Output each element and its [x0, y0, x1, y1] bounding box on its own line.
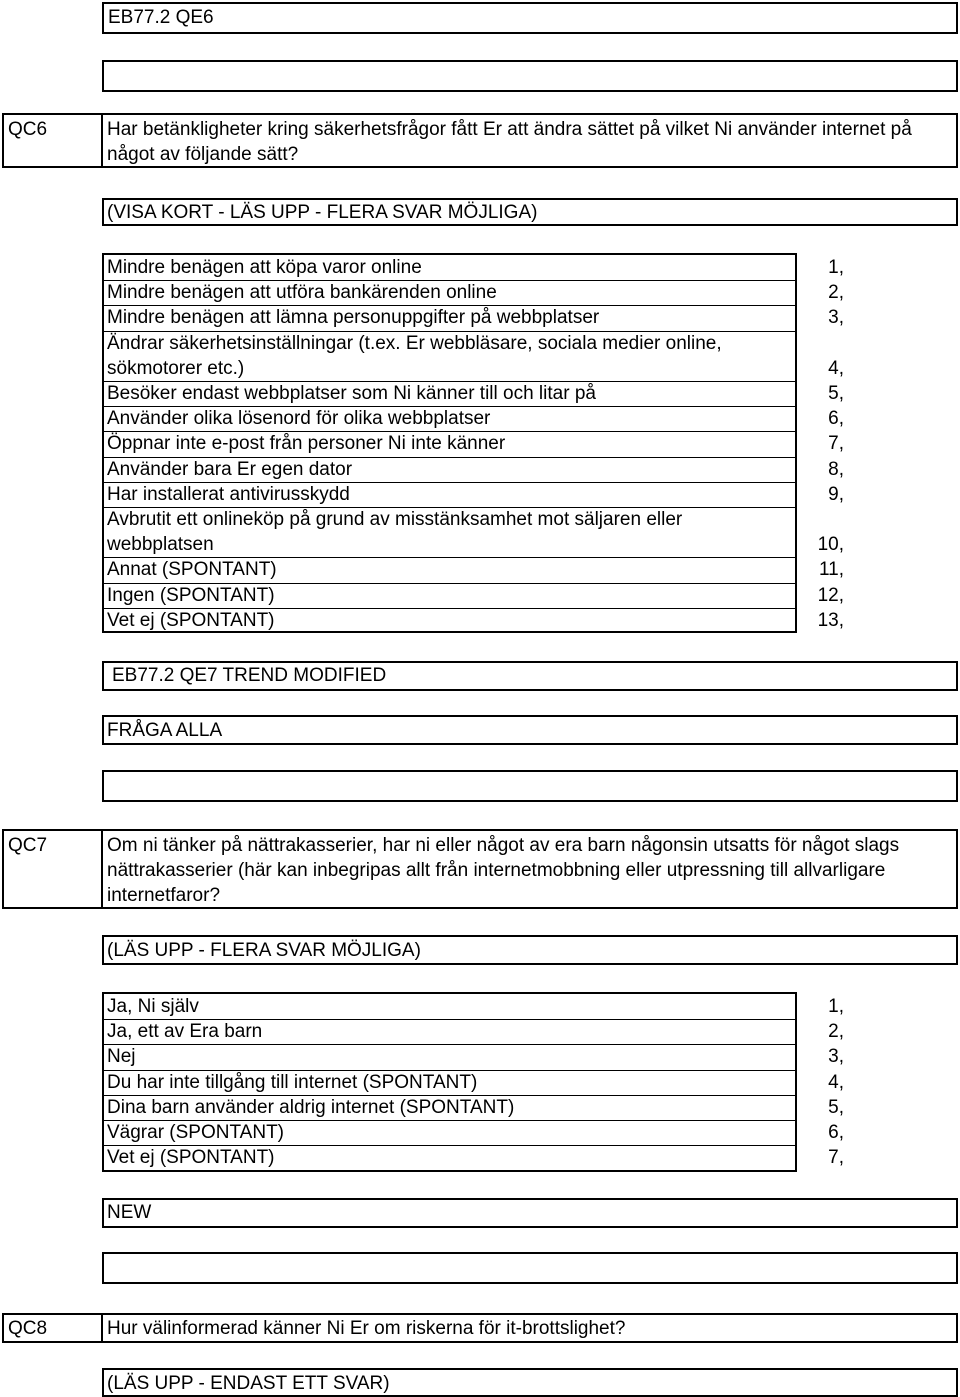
answer-code: 12, [817, 584, 844, 606]
answer-label: Annat (SPONTANT) [107, 559, 277, 581]
answer-label: Mindre benägen att lämna personuppgifter på webbplatser [107, 307, 600, 329]
answer-code: 1, [828, 996, 844, 1017]
answer-label: Har installerat antivirusskydd [107, 483, 350, 505]
new-label: NEW [107, 1202, 152, 1223]
eb-qe7-label: EB77.2 QE7 TREND MODIFIED [112, 665, 387, 686]
fraga-alla-box [102, 715, 958, 745]
answer-code: 2, [828, 282, 844, 304]
qc8-code: QC8 [8, 1318, 48, 1339]
answer-label: Använder olika lösenord för olika webbplatser [107, 408, 491, 430]
answer-label: Dina barn använder aldrig internet (SPONTANT) [107, 1096, 515, 1118]
empty-box-3 [102, 1252, 958, 1284]
answer-code: 11, [818, 559, 844, 581]
fraga-alla-label: FRÅGA ALLA [107, 720, 223, 741]
answer-label: Du har inte tillgång till internet (SPONTANT) [107, 1071, 478, 1093]
qc6-code: QC6 [8, 119, 48, 140]
qc8-divider [101, 1313, 103, 1343]
answer-label: Ja, Ni själv [107, 996, 199, 1017]
qc6-question: Har betänkligheter kring säkerhetsfrågor fått Er att ändra sättet på vilket Ni använder internet på något av följande sätt? [107, 119, 912, 165]
answer-code: 4, [828, 1071, 844, 1093]
answer-label: Avbrutit ett onlineköp på grund av misstänksamhet mot säljaren eller webbplatsen [107, 509, 683, 555]
empty-box-2 [102, 770, 958, 802]
answer-code: 6, [828, 1122, 844, 1143]
qc7-code: QC7 [8, 835, 48, 856]
answer-code: 2, [828, 1021, 844, 1043]
answer-code: 4, [828, 357, 844, 379]
qc7-instruction: (LÄS UPP - FLERA SVAR MÖJLIGA) [107, 940, 421, 961]
answer-code: 13, [817, 609, 844, 631]
eb-qe6-label: EB77.2 QE6 [108, 7, 214, 28]
answer-code: 3, [828, 1046, 844, 1068]
answer-code: 6, [828, 408, 844, 430]
answer-label: Öppnar inte e-post från personer Ni inte känner [107, 433, 506, 455]
answer-label: Vet ej (SPONTANT) [107, 1147, 275, 1169]
answer-code: 7, [828, 433, 844, 455]
answer-code: 3, [828, 307, 844, 329]
empty-box-1 [102, 60, 958, 92]
answer-code: 1, [828, 257, 844, 278]
answer-label: Mindre benägen att köpa varor online [107, 257, 422, 278]
answer-code: 5, [828, 383, 844, 404]
answer-code: 9, [828, 483, 844, 505]
answer-code: 7, [828, 1147, 844, 1169]
answer-label: Ändrar säkerhetsinställningar (t.ex. Er webbläsare, sociala medier online, sökmotorer etc.) [107, 332, 722, 379]
answer-row-divider [102, 1044, 797, 1045]
answer-code: 5, [828, 1096, 844, 1118]
answer-label: Ingen (SPONTANT) [107, 584, 275, 606]
qc6-divider [101, 113, 103, 168]
answer-code: 8, [828, 458, 844, 480]
qc8-question: Hur välinformerad känner Ni Er om riskerna för it-brottslighet? [107, 1318, 626, 1339]
answer-label: Ja, ett av Era barn [107, 1021, 263, 1043]
qc6-instruction: (VISA KORT - LÄS UPP - FLERA SVAR MÖJLIGA) [107, 202, 538, 223]
answer-label: Nej [107, 1046, 136, 1068]
answer-label: Vet ej (SPONTANT) [107, 609, 275, 631]
eb-qe6-box [102, 2, 958, 34]
qc7-question: Om ni tänker på nättrakasserier, har ni eller något av era barn någonsin utsatts för något slags nättrakasserier (här kan inbegripas allt från internetmobbning eller utpressning till allvarligare internetfaror? [107, 835, 900, 906]
answer-label: Mindre benägen att utföra bankärenden online [107, 282, 497, 304]
answer-label: Använder bara Er egen dator [107, 458, 353, 480]
new-box [102, 1198, 958, 1228]
answer-label: Besöker endast webbplatser som Ni känner till och litar på [107, 383, 596, 404]
qc8-instruction: (LÄS UPP - ENDAST ETT SVAR) [107, 1373, 390, 1394]
answer-label: Vägrar (SPONTANT) [107, 1122, 285, 1143]
answer-code: 10, [817, 534, 844, 556]
qc7-divider [101, 829, 103, 909]
